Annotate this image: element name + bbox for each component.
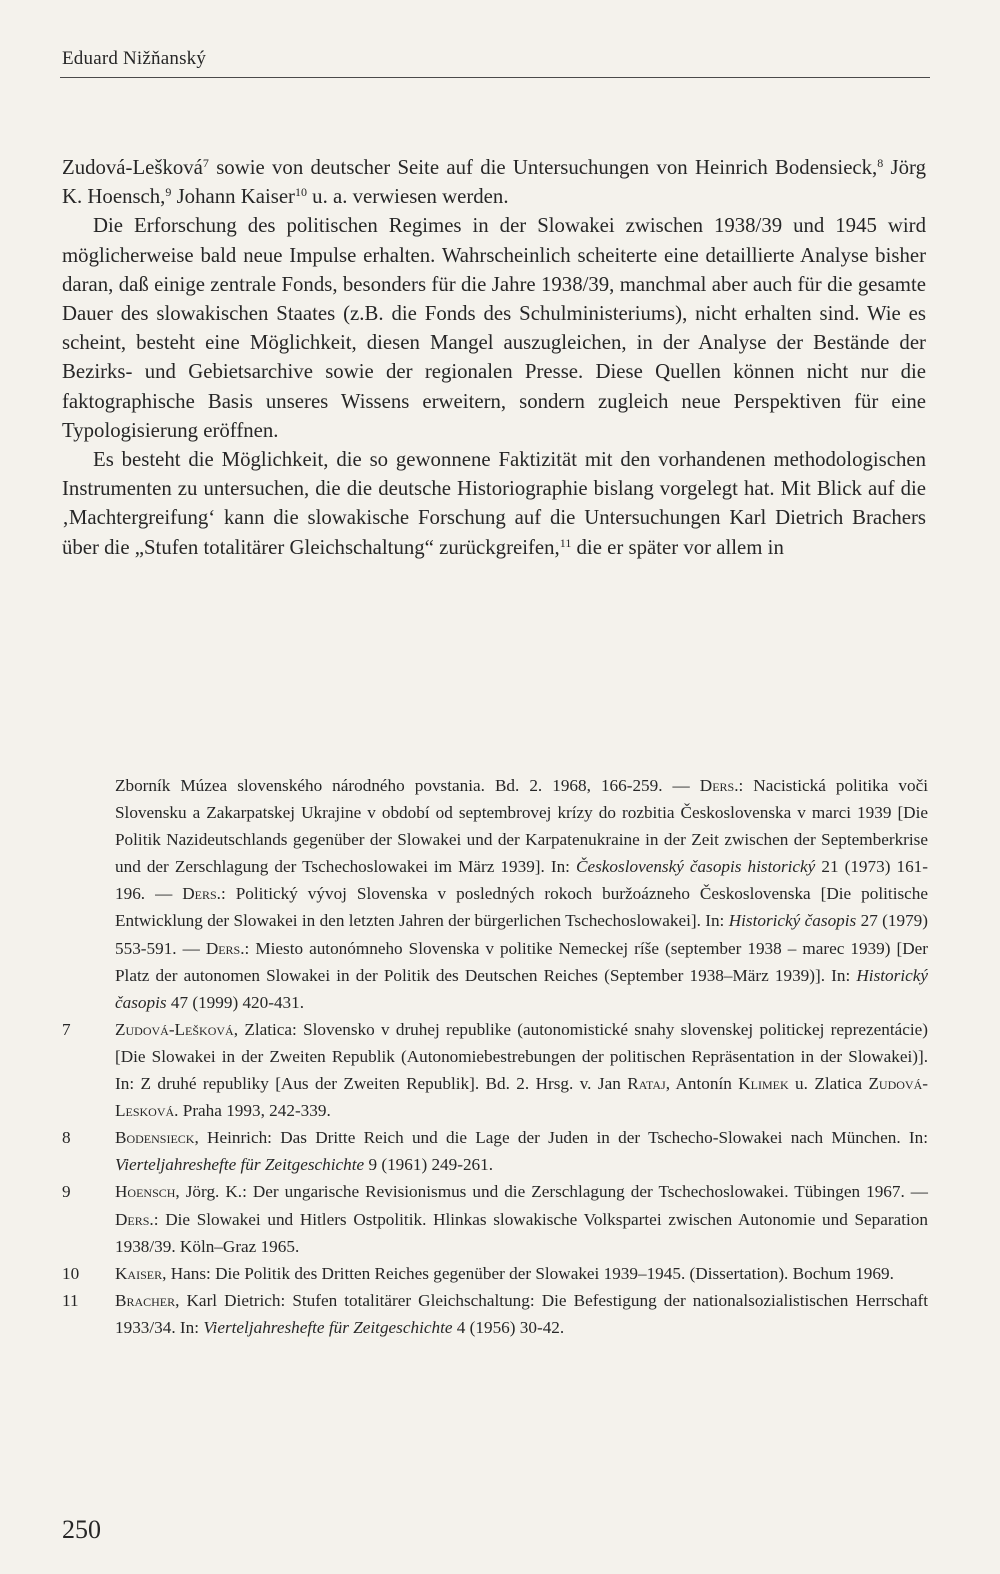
page-number: 250: [62, 1515, 101, 1544]
footnote-ref-7: 7: [202, 156, 209, 170]
footnote-ref-9: 9: [165, 185, 172, 200]
footnote-ref-11: 11: [559, 535, 572, 550]
footnote-7: 7 Zudová-Lešková, Zlatica: Slovensko v druhej republike (autonomistické snahy slovenskej politickej reprezentácie) [Die Slowakei in der Zweiten Republik (Autonomiebestrebungen der politischen Repräsentation in der Slowakei)]. In: Z druhé republiky [Aus der Zweiten Republik]. Bd. 2. Hrsg. v. Jan Rataj, Antonín Klimek u. Zlatica Zudová-Lesková. Praha 1993, 242-339.: [62, 1016, 928, 1124]
footnote-10: 10 Kaiser, Hans: Die Politik des Dritten Reiches gegenüber der Slowakei 1939–1945. (Dissertation). Bochum 1969.: [62, 1260, 928, 1287]
footnote-11: 11 Bracher, Karl Dietrich: Stufen totalitärer Gleichschaltung: Die Befestigung der nationalsozialistischen Herrschaft 1933/34. In: Vierteljahreshefte für Zeitgeschichte 4 (1956) 30-42.: [62, 1287, 928, 1341]
paragraph-1: Zudová-Lešková$^7$ sowie von deutscher Seite auf die Untersuchungen von Heinrich Bodensieck,$^8$ Jörg K. Hoensch,$^9$ Johann Kaiser$^{10}$ u. a. verwiesen werden.: [62, 156, 926, 209]
footnotes: [62, 772, 928, 1341]
footnote-9: 9 Hoensch, Jörg. K.: Der ungarische Revisionismus und die Zerschlagung der Tschechoslowakei. Tübingen 1967. — Ders.: Die Slowakei und Hitlers Ostpolitik. Hlinkas slowakische Volkspartei zwischen Autonomie und Separation 1938/39. Köln–Graz 1965.: [62, 1178, 928, 1259]
main-text: [62, 153, 926, 562]
footnote-number: 7: [62, 1019, 71, 1039]
footnote-8: 8 Bodensieck, Heinrich: Das Dritte Reich und die Lage der Juden in der Tschecho-Slowakei nach München. In: Vierteljahreshefte für Zeitgeschichte 9 (1961) 249-261.: [62, 1124, 928, 1178]
paragraph-3: Es besteht die Möglichkeit, die so gewonnene Faktizität mit den vorhandenen methodologischen Instrumenten zu untersuchen, die die deutsche Historiographie bislang vorgelegt hat. Mit Blick auf die ‚Machtergreifung‘ kann die slowakische Forschung auf die Untersuchungen Karl Dietrich Brachers über die „Stufen totalitärer Gleichschaltung“ zurückgreifen,$^{11}$ die er später vor allem in: [62, 448, 926, 559]
footnote-number: 9: [62, 1182, 71, 1202]
footnote-number: 11: [62, 1290, 79, 1310]
header-rule: [60, 77, 930, 78]
footnote-ref-10: 10: [294, 185, 307, 200]
running-header: [62, 48, 930, 70]
footnote-number: 10: [62, 1263, 80, 1283]
footnote-continuation: Zborník Múzea slovenského národného povstania. Bd. 2. 1968, 166-259. — Ders.: Nacistická politika voči Slovensku a Zakarpatskej Ukrajine v období od septembrovej krízy do rozbitia Československa v marci 1939 [Die Politik Nazideutschlands gegenüber der Slowakei und der Karpatenukraine in der Zeit zwischen der Septemberkrise und der Zerschlagung der Tschechoslowakei im März 1939]. In: Československý časopis historický 21 (1973) 161-196. — Ders.: Politický vývoj Slovenska v posledných rokoch buržoázneho Československa [Die politische Entwicklung der Slowakei in den letzten Jahren der bürgerlichen Tschechoslowakei]. In: Historický časopis 27 (1979) 553-591. — Ders.: Miesto autonómneho Slovenska v politike Nemeckej ríše (september 1938 – marec 1939) [Der Platz der autonomen Slowakei in der Politik des Deutschen Reiches (September 1938–März 1939)]. In: Historický časopis 47 (1999) 420-431.: [115, 776, 929, 1012]
paragraph-2: Die Erforschung des politischen Regimes in der Slowakei zwischen 1938/39 und 1945 wird möglicherweise bald neue Impulse erhalten. Wahrscheinlich scheiterte eine detaillierte Analyse bisher daran, daß einige zentrale Fonds, besonders für die Jahre 1938/39, manchmal aber auch für die gesamte Dauer des slowakischen Staates (z.B. die Fonds des Schulministeriums), nicht erhalten sind. Wie es scheint, besteht eine Möglichkeit, diesen Mangel auszugleichen, in der Analyse der Bestände der Bezirks- und Gebietsarchive sowie der regionalen Presse. Diese Quellen können nicht nur die faktographische Basis unseres Wissens erweitern, sondern zugleich neue Perspektiven für eine Typologisierung eröffnen.: [62, 214, 926, 442]
footnote-number: 8: [62, 1128, 71, 1148]
footnote-ref-8: 8: [877, 156, 884, 170]
header-author: Eduard Nižňanský: [62, 48, 207, 69]
